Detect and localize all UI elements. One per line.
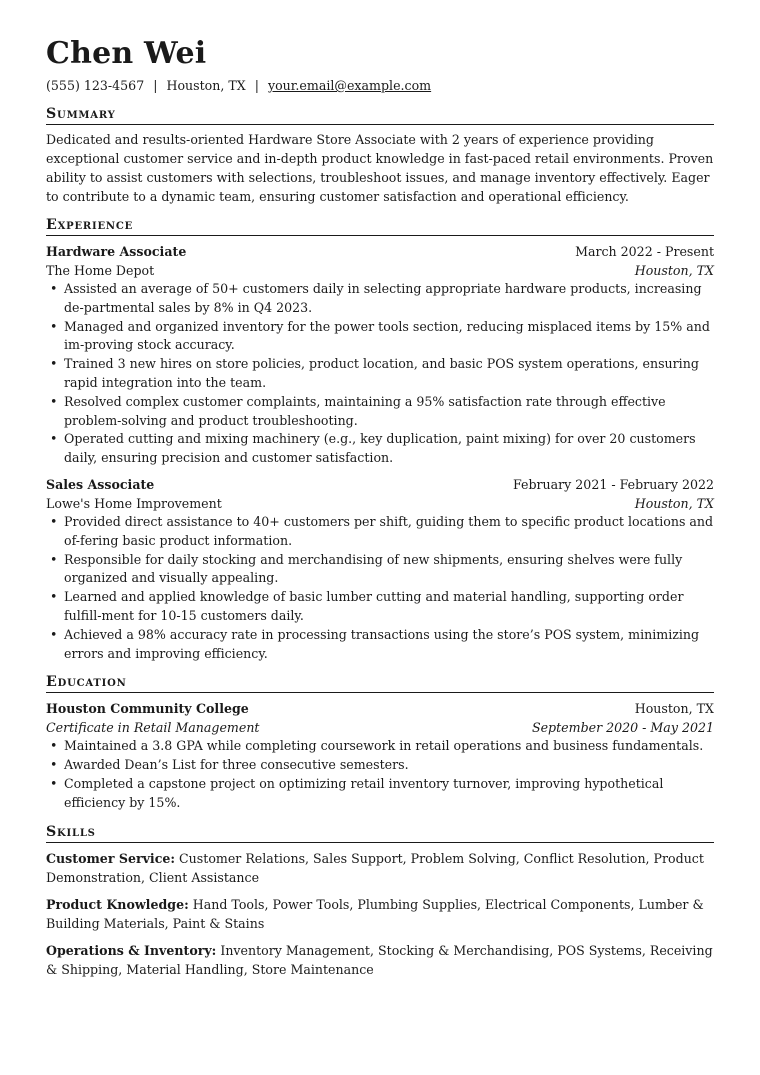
job-entry	[46, 242, 714, 468]
job-company: Lowe's Home Improvement	[46, 495, 222, 511]
phone-number: (555) 123-4567	[46, 78, 145, 93]
bullet-item: • Completed a capstone project on optimizing retail inventory turnover, improving hypothetical efficiency by 15%.	[64, 775, 714, 813]
contact-separator: |	[153, 78, 158, 93]
bullet-item: • Achieved a 98% accuracy rate in processing transactions using the store’s POS system, minimizing errors and improving efficiency.	[64, 626, 714, 664]
job-subheader	[46, 261, 714, 280]
skill-list: Customer Relations, Sales Support, Problem Solving, Conflict Resolution, Product Demonstration, Client Assistance	[46, 850, 704, 885]
skills-section	[46, 823, 714, 979]
section-title-summary: Summary	[46, 105, 714, 125]
section-title-education: Education	[46, 673, 714, 693]
skill-line	[46, 849, 714, 887]
job-company: The Home Depot	[46, 263, 155, 278]
job-role: Hardware Associate	[46, 244, 187, 259]
job-header	[46, 242, 714, 261]
program-name: Certificate in Retail Management	[46, 720, 260, 736]
job-entry	[46, 475, 714, 663]
section-title-skills: Skills	[46, 823, 714, 843]
experience-section	[46, 216, 714, 663]
skill-label: Product Knowledge:	[46, 896, 189, 912]
school-name: Houston Community College	[46, 701, 249, 717]
bullet-item: • Responsible for daily stocking and merchandising of new shipments, ensuring shelves were fully organized and visually appealing.	[64, 551, 714, 589]
contact-separator: |	[254, 78, 259, 93]
skill-list: Inventory Management, Stocking & Merchandising, POS Systems, Receiving & Shipping, Material Handling, Store Maintenance	[46, 942, 713, 977]
job-location: Houston, TX	[634, 495, 714, 511]
job-location: Houston, TX	[634, 263, 714, 278]
bullet-item: • Maintained a 3.8 GPA while completing coursework in retail operations and business fundamentals.	[64, 737, 714, 756]
candidate-name: Chen Wei	[46, 36, 207, 71]
bullet-item: • Provided direct assistance to 40+ customers per shift, guiding them to specific product locations and of-fering basic product information.	[64, 513, 714, 551]
bullet-item: • Awarded Dean’s List for three consecutive semesters.	[64, 756, 714, 775]
summary-text: Dedicated and results-oriented Hardware Store Associate with 2 years of experience providing exceptional customer service and in-depth product knowledge in fast-paced retail environments. Proven ability to assist customers with selections, troubleshoot issues, and manage inventory effectively. Eager to contribute to a dynamic team, ensuring customer satisfaction and operational efficiency.	[46, 132, 714, 204]
education-subheader	[46, 718, 714, 737]
email-link[interactable]: your.email@example.com	[267, 78, 432, 93]
education-section	[46, 673, 714, 812]
education-dates: September 2020 - May 2021	[531, 720, 714, 736]
job-dates: March 2022 - Present	[575, 244, 714, 259]
contact-line	[46, 77, 714, 95]
education-entry	[46, 699, 714, 812]
job-subheader	[46, 494, 714, 513]
skill-label: Operations & Inventory:	[46, 942, 217, 958]
bullet-item: • Trained 3 new hires on store policies, product location, and basic POS system operations, ensuring rapid integration into the team.	[64, 355, 714, 393]
bullet-item: • Assisted an average of 50+ customers daily in selecting appropriate hardware products, increasing de-partmental sales by 8% in Q4 2023.	[64, 280, 714, 318]
bullet-item: • Learned and applied knowledge of basic lumber cutting and material handling, supporting order fulfill-ment for 10-15 customers daily.	[64, 588, 714, 626]
education-header	[46, 699, 714, 718]
job-role: Sales Associate	[46, 476, 155, 492]
bullet-item: • Managed and organized inventory for the power tools section, reducing misplaced items by 15% and im-proving stock accuracy.	[64, 318, 714, 356]
job-bullets	[46, 513, 714, 663]
section-title-experience: Experience	[46, 216, 714, 236]
job-bullets	[46, 280, 714, 468]
job-dates: February 2021 - February 2022	[512, 476, 714, 492]
summary-section	[46, 105, 714, 206]
bullet-item: • Operated cutting and mixing machinery (e.g., key duplication, paint mixing) for over 20 customers daily, ensuring precision and customer satisfaction.	[64, 430, 714, 468]
location: Houston, TX	[166, 78, 246, 93]
skill-list: Hand Tools, Power Tools, Plumbing Supplies, Electrical Components, Lumber & Building Materials, Paint & Stains	[46, 896, 704, 931]
skill-line	[46, 895, 714, 933]
bullet-item: • Resolved complex customer complaints, maintaining a 95% satisfaction rate through effective problem-solving and product troubleshooting.	[64, 393, 714, 431]
skill-line	[46, 941, 714, 979]
education-bullets	[46, 737, 714, 812]
job-header	[46, 475, 714, 494]
skill-label: Customer Service:	[46, 850, 176, 866]
school-location: Houston, TX	[634, 701, 714, 717]
